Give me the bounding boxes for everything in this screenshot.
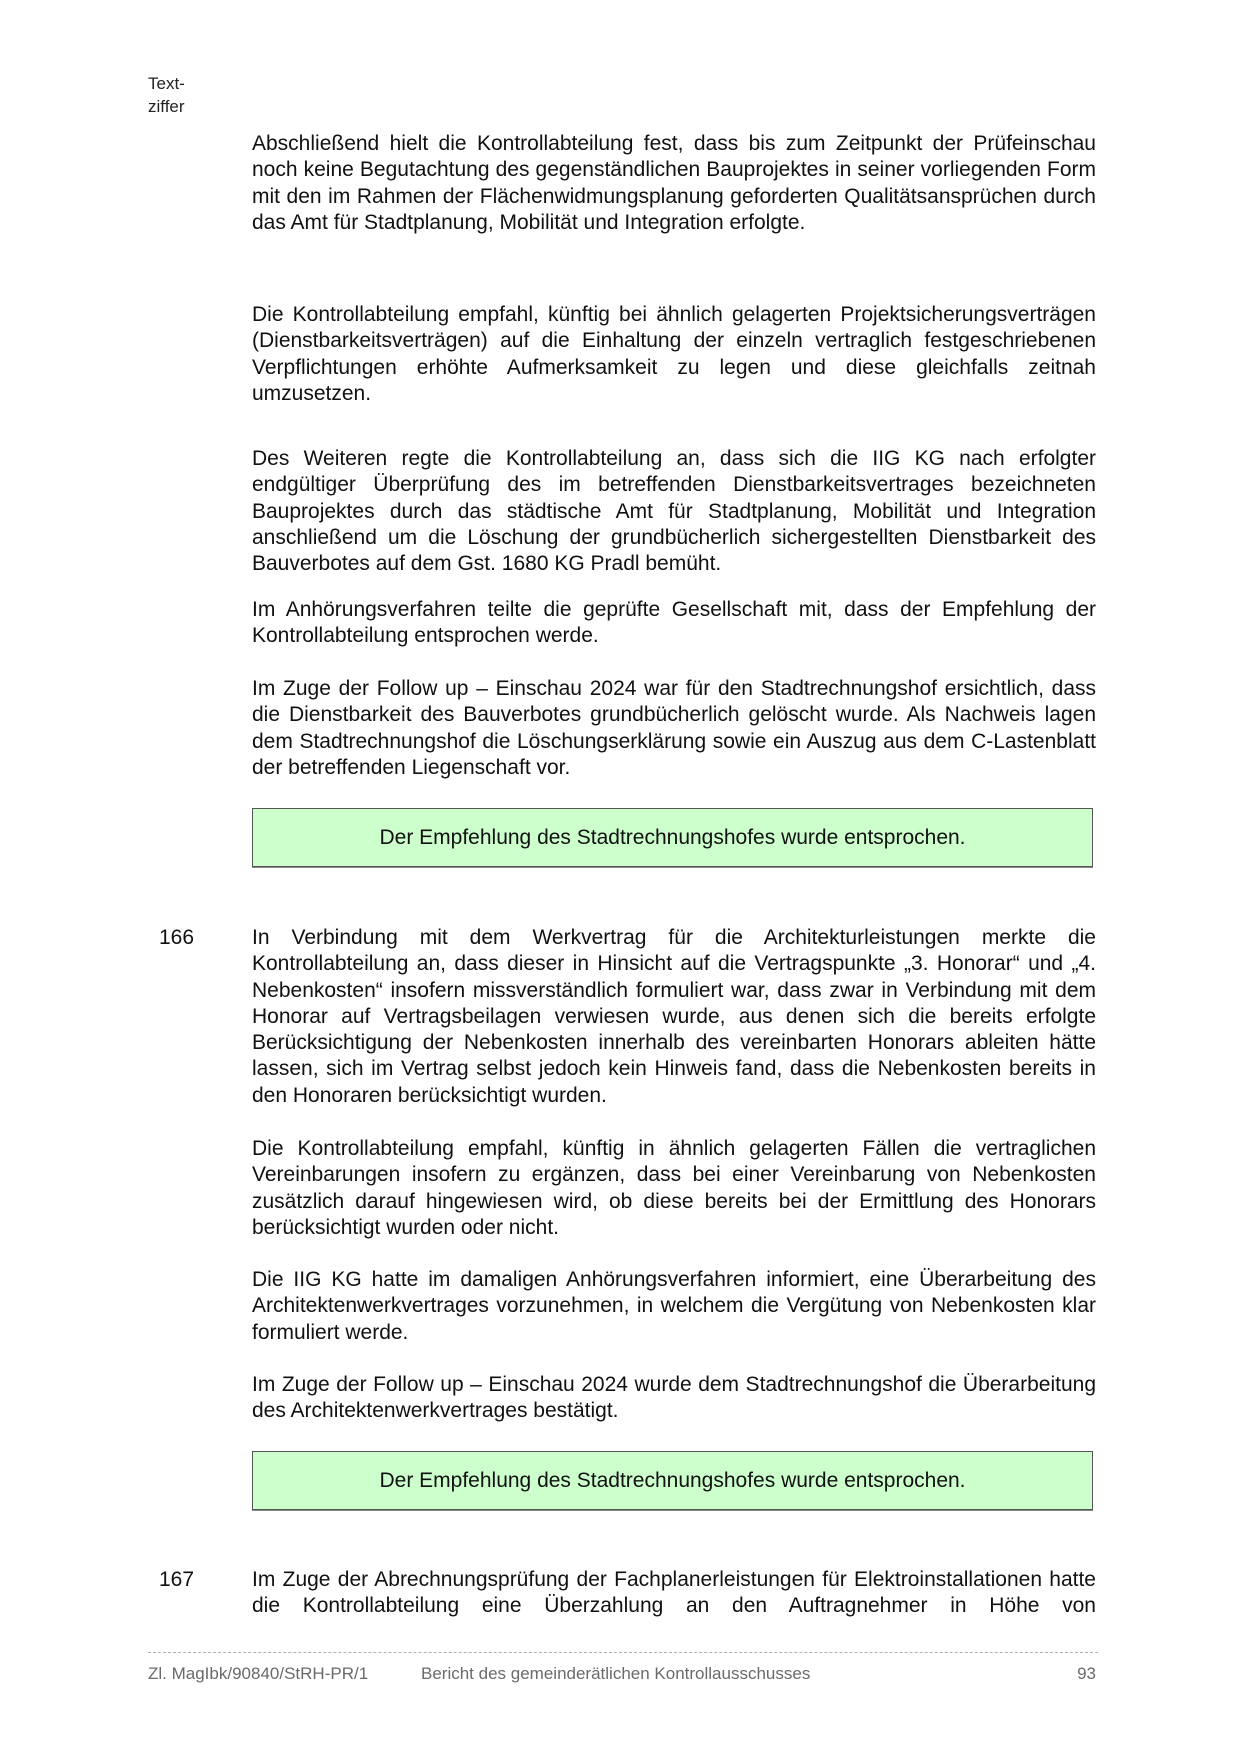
paragraph-text: Im Anhörungsverfahren teilte die geprüfte Gesellschaft mit, dass der Empfehlung der Kontrollabteilung entsprochen werde. xyxy=(252,598,1096,648)
section-number-166: 166 xyxy=(159,926,195,949)
paragraph-text: Im Zuge der Follow up – Einschau 2024 war für den Stadtrechnungshof ersichtlich, dass die Dienstbarkeit des Bauverbotes grundbücherlich gelöscht wurde. Als Nachweis lagen dem Stadtrechnungshof die Löschungserklärung sowie ein Auszug aus dem C-Lastenblatt der betreffenden Liegenschaft vor. xyxy=(252,677,1096,779)
footer-report-title: Bericht des gemeinderätlichen Kontrollausschusses xyxy=(421,1664,811,1683)
paragraph-165-conclusion xyxy=(252,131,1096,236)
paragraph-165-followup xyxy=(252,676,1096,781)
paragraph-165-recommendation xyxy=(252,302,1096,407)
footer-divider xyxy=(148,1652,1098,1653)
paragraph-text: Abschließend hielt die Kontrollabteilung fest, dass bis zum Zeitpunkt der Prüfeinschau noch keine Begutachtung des gegenständlichen Bauprojektes in seiner vorliegenden Form mit den im Rahmen der Flächenwidmungsplanung geforderten Qualitätsansprüchen durch das Amt für Stadtplanung, Mobilität und Integration erfolgte. xyxy=(252,132,1096,234)
paragraph-text: Die Kontrollabteilung empfahl, künftig bei ähnlich gelagerten Projektsicherungsverträgen (Dienstbarkeitsverträgen) auf die Einhaltung der einzeln vertraglich festgeschriebenen Verpflichtungen erhöhte Aufmerksamkeit zu legen und diese gleichfalls zeitnah umzusetzen. xyxy=(252,303,1096,405)
paragraph-166-recommendation xyxy=(252,1136,1096,1241)
paragraph-text: Des Weiteren regte die Kontrollabteilung an, dass sich die IIG KG nach erfolgter endgültiger Überprüfung des im betreffenden Dienstbarkeitsvertrages bezeichneten Bauprojektes durch das städtische Amt für Stadtplanung, Mobilität und Integration anschließend um die Löschung der grundbücherlich sichergestellten Dienstbarkeit des Bauverbotes auf dem Gst. 1680 KG Pradl bemüht. xyxy=(252,447,1096,576)
paragraph-text: In Verbindung mit dem Werkvertrag für die Architekturleistungen merkte die Kontrollabteilung an, dass dieser in Hinsicht auf die Vertragspunkte „3. Honorar“ und „4. Nebenkosten“ insofern missverständlich formuliert war, dass zwar in Verbindung mit dem Honorar auf Vertragsbeilagen verwiesen wurde, aus denen sich die bereits erfolgte Berücksichtigung der Nebenkosten innerhalb des vereinbarten Honorars ableiten hätte lassen, sich im Vertrag selbst jedoch kein Hinweis fand, dass die Nebenkosten bereits in den Honoraren berücksichtigt wurden. xyxy=(252,926,1096,1107)
result-text: Der Empfehlung des Stadtrechnungshofes wurde entsprochen. xyxy=(379,825,966,849)
result-box-165 xyxy=(252,808,1093,867)
paragraph-165-hearing xyxy=(252,597,1096,650)
footer-page-number: 93 xyxy=(1077,1664,1096,1683)
result-text: Der Empfehlung des Stadtrechnungshofes wurde entsprochen. xyxy=(379,1468,966,1492)
footer-reference: Zl. MagIbk/90840/StRH-PR/1 xyxy=(148,1664,369,1683)
paragraph-166-followup xyxy=(252,1372,1096,1425)
margin-label-textziffer xyxy=(148,72,185,118)
section-number-167: 167 xyxy=(159,1568,195,1591)
paragraph-text: Die Kontrollabteilung empfahl, künftig in ähnlich gelagerten Fällen die vertraglichen Vereinbarungen insofern zu ergänzen, dass bei einer Vereinbarung von Nebenkosten zusätzlich darauf hingewiesen wird, ob diese bereits bei der Ermittlung des Honorars berücksichtigt wurden oder nicht. xyxy=(252,1137,1096,1239)
paragraph-167-intro xyxy=(252,1567,1096,1620)
paragraph-text: Im Zuge der Follow up – Einschau 2024 wurde dem Stadtrechnungshof die Überarbeitung des Architektenwerkvertrages bestätigt. xyxy=(252,1373,1096,1423)
paragraph-166-hearing xyxy=(252,1267,1096,1346)
result-box-166 xyxy=(252,1451,1093,1510)
paragraph-165-suggestion xyxy=(252,446,1096,577)
margin-label-line1: Text- xyxy=(148,74,185,93)
paragraph-text: Im Zuge der Abrechnungsprüfung der Fachplanerleistungen für Elektroinstallationen hatte die Kontrollabteilung eine Überzahlung an den Auftragnehmer in Höhe von xyxy=(252,1568,1096,1618)
margin-label-line2: ziffer xyxy=(148,97,185,116)
paragraph-text: Die IIG KG hatte im damaligen Anhörungsverfahren informiert, eine Überarbeitung des Architektenwerkvertrages vorzunehmen, in welchem die Vergütung von Nebenkosten klar formuliert werde. xyxy=(252,1268,1096,1344)
paragraph-166-observation xyxy=(252,925,1096,1109)
